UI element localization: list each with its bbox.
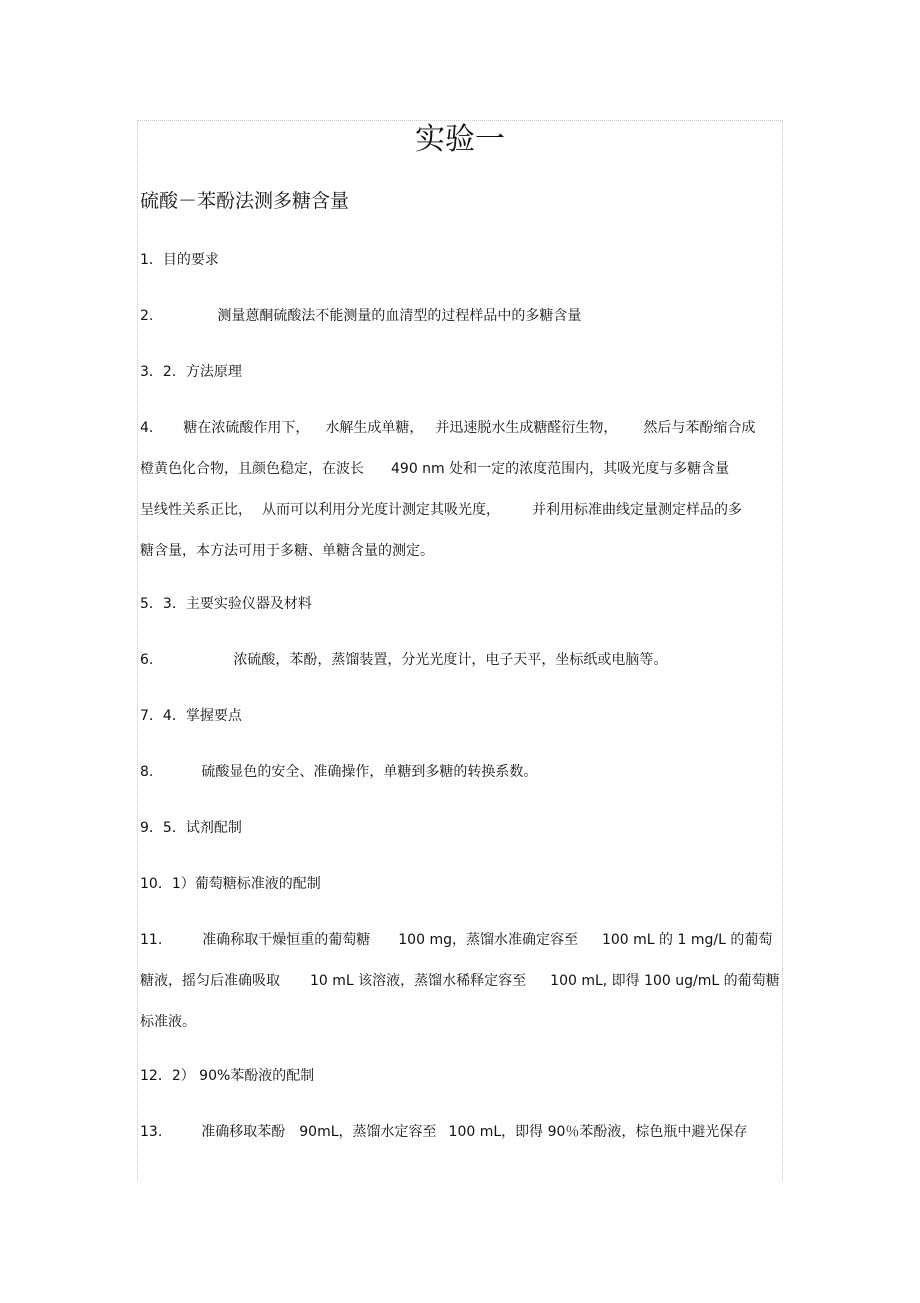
item-4-line-4: 糖含量，本方法可用于多糖、单糖含量的测定。 xyxy=(140,543,434,559)
item-11-line-2-c: 100 mL, 即得 100 ug/mL 的葡萄糖 xyxy=(550,973,780,989)
item-13-text-b: 90mL，蒸馏水定容至 xyxy=(299,1124,437,1140)
item-12: 12．2） 90%苯酚液的配制 xyxy=(140,1068,315,1084)
item-9: 9．5．试剂配制 xyxy=(140,820,242,836)
item-4-line-2-b: 490 nm 处和一定的浓度范围内，其吸光度与多糖含量 xyxy=(391,461,730,477)
item-11-text-b: 100 mg，蒸馏水准确定容至 xyxy=(398,932,578,948)
item-6-text: 浓硫酸，苯酚，蒸馏装置，分光光度计，电子天平，坐标纸或电脑等。 xyxy=(233,652,668,668)
item-2 xyxy=(140,306,581,326)
item-4-text-c: 并迅速脱水生成糖醛衍生物， xyxy=(435,420,618,436)
item-11-line-2-b: 10 mL 该溶液，蒸馏水稀释定容至 xyxy=(310,973,527,989)
item-4-text-d: 然后与苯酚缩合成 xyxy=(643,420,756,436)
item-2-number: 2. xyxy=(140,308,154,324)
item-13-number: 13. xyxy=(140,1124,163,1140)
item-4-number: 4. xyxy=(140,420,154,436)
document-title: 实验一 xyxy=(415,122,505,157)
item-11-line-2 xyxy=(140,971,780,991)
item-4-line-2-a: 橙黄色化合物，且颜色稳定，在波长 xyxy=(140,461,364,477)
item-11-line-3: 标准液。 xyxy=(140,1014,196,1030)
item-4-line-3-c: 并利用标准曲线定量测定样品的多 xyxy=(532,502,742,518)
item-11-text-c: 100 mL 的 1 mg/L 的葡萄 xyxy=(601,932,773,948)
item-1: 1．目的要求 xyxy=(140,252,219,268)
document-subtitle: 硫酸－苯酚法测多糖含量 xyxy=(140,190,350,212)
item-13 xyxy=(140,1122,747,1142)
item-8-number: 8. xyxy=(140,764,154,780)
item-8 xyxy=(140,762,537,782)
item-4-line-3-b: 从而可以利用分光度计测定其吸光度， xyxy=(262,502,500,518)
item-6 xyxy=(140,650,667,670)
item-4-text-b: 水解生成单糖， xyxy=(325,420,424,436)
item-5: 5．3．主要实验仪器及材料 xyxy=(140,596,312,612)
item-6-number: 6. xyxy=(140,652,154,668)
item-10: 10．1）葡萄糖标准液的配制 xyxy=(140,876,321,892)
item-11-line-1 xyxy=(140,930,772,950)
item-13-text-c: 100 mL，即得 90％苯酚液，棕色瓶中避光保存 xyxy=(448,1124,748,1140)
item-3: 3．2．方法原理 xyxy=(140,364,242,380)
item-7: 7．4．掌握要点 xyxy=(140,708,242,724)
item-4-line-3-a: 呈线性关系正比， xyxy=(140,502,252,518)
item-4-line-3 xyxy=(140,500,742,520)
item-11-line-2-a: 糖液，摇匀后准确吸取 xyxy=(140,973,280,989)
item-4-line-1 xyxy=(140,418,755,438)
item-11-number: 11. xyxy=(140,932,163,948)
item-8-text: 硫酸显色的安全、准确操作，单糖到多糖的转换系数。 xyxy=(201,764,538,780)
item-4-line-2 xyxy=(140,459,729,479)
item-11-text-a: 准确称取干燥恒重的葡萄糖 xyxy=(202,932,371,948)
item-13-text-a: 准确移取苯酚 xyxy=(201,1124,286,1140)
item-2-text: 测量蒽酮硫酸法不能测量的血清型的过程样品中的多糖含量 xyxy=(217,308,582,324)
item-4-text-a: 糖在浓硫酸作用下， xyxy=(183,420,310,436)
